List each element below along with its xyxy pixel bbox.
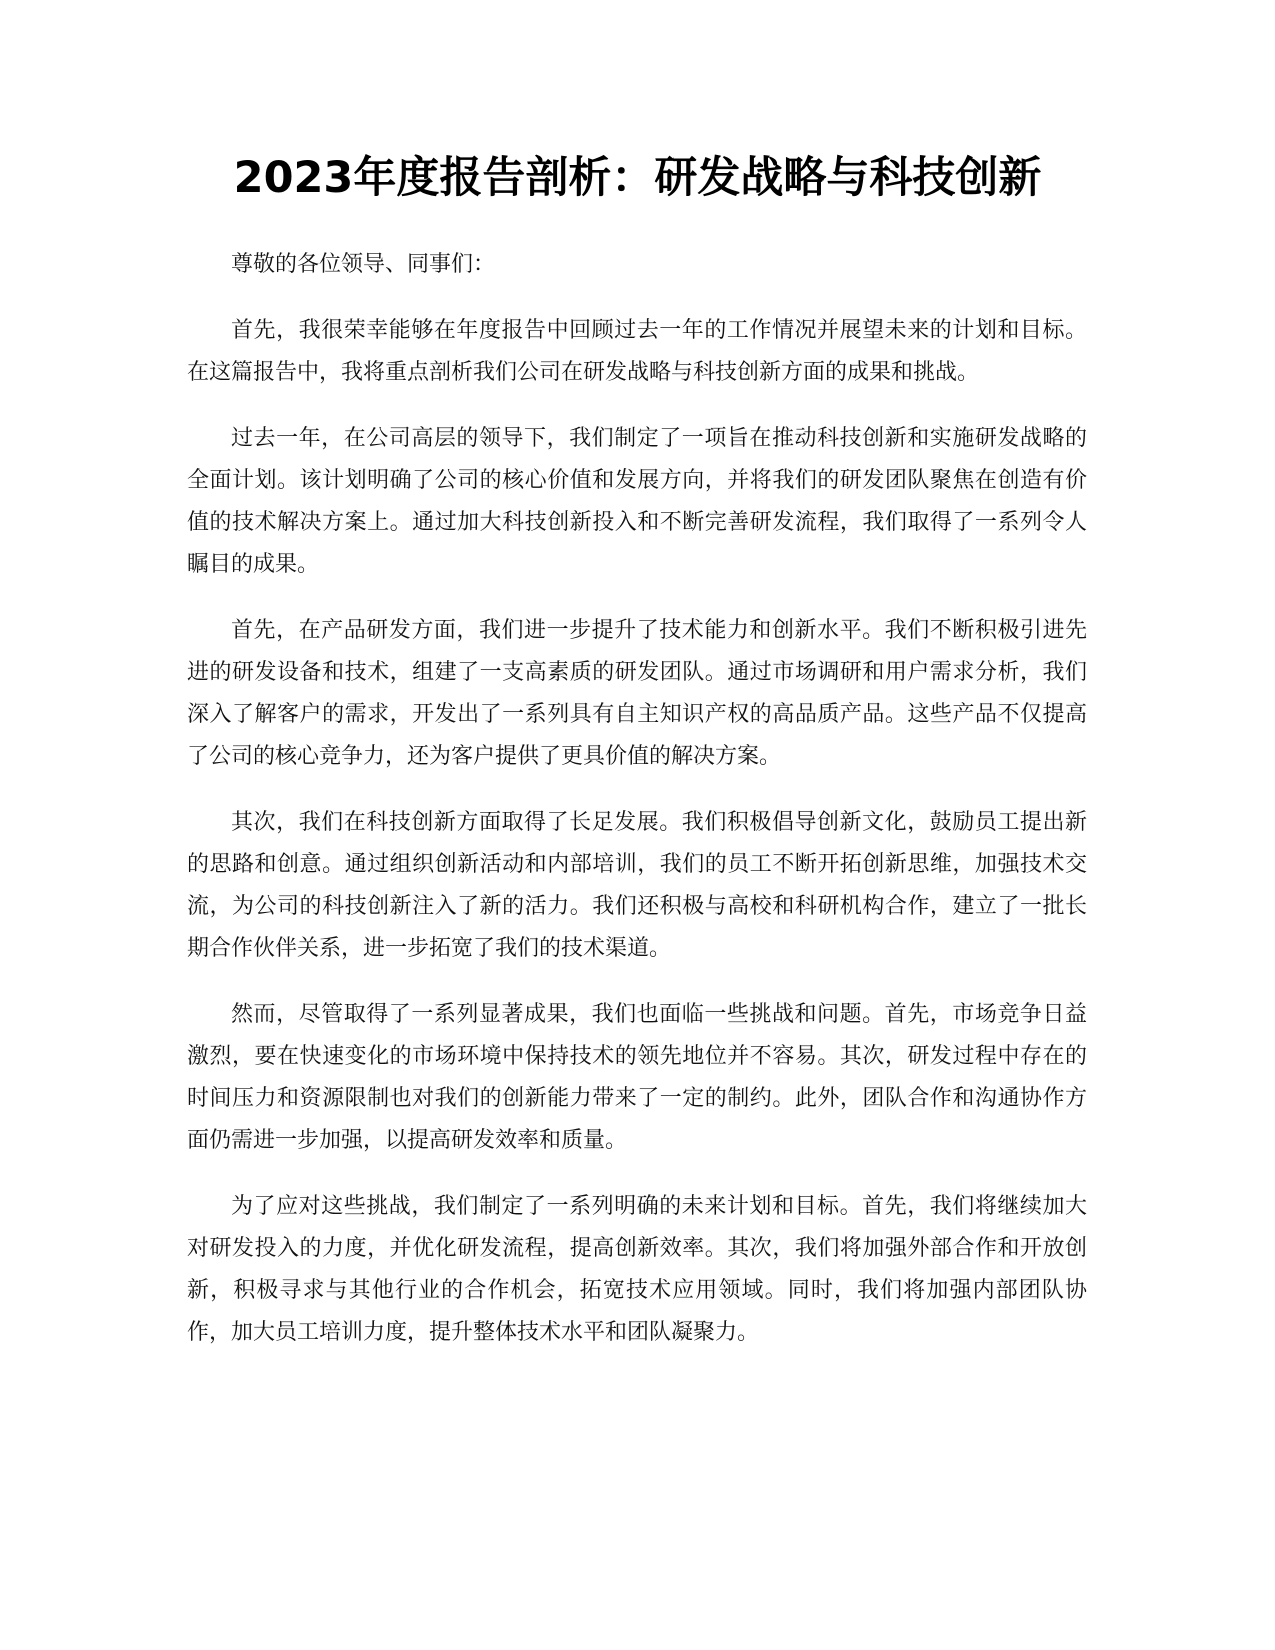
paragraph-challenges: 然而，尽管取得了一系列显著成果，我们也面临一些挑战和问题。首先，市场竞争日益激烈，要在快速变化的市场环境中保持技术的领先地位并不容易。其次，研发过程中存在的时间压力和资源限制也对我们的创新能力带来了一定的制约。此外，团队合作和沟通协作方面仍需进一步加强，以提高研发效率和质量。 xyxy=(187,1002,1087,1153)
document-title: 2023年度报告剖析：研发战略与科技创新 xyxy=(233,153,1042,203)
greeting-line: 尊敬的各位领导、同事们： xyxy=(231,252,496,277)
paragraph-innovation: 其次，我们在科技创新方面取得了长足发展。我们积极倡导创新文化，鼓励员工提出新的思路和创意。通过组织创新活动和内部培训，我们的员工不断开拓创新思维，加强技术交流，为公司的科技创新注入了新的活力。我们还积极与高校和科研机构合作，建立了一批长期合作伙伴关系，进一步拓宽了我们的技术渠道。 xyxy=(187,810,1087,961)
paragraph-plan: 过去一年，在公司高层的领导下，我们制定了一项旨在推动科技创新和实施研发战略的全面计划。该计划明确了公司的核心价值和发展方向，并将我们的研发团队聚焦在创造有价值的技术解决方案上。通过加大科技创新投入和不断完善研发流程，我们取得了一系列令人瞩目的成果。 xyxy=(187,426,1087,577)
paragraph-intro: 首先，我很荣幸能够在年度报告中回顾过去一年的工作情况并展望未来的计划和目标。在这篇报告中，我将重点剖析我们公司在研发战略与科技创新方面的成果和挑战。 xyxy=(187,318,1087,385)
document-body xyxy=(187,244,1087,1378)
paragraph-product-rd: 首先，在产品研发方面，我们进一步提升了技术能力和创新水平。我们不断积极引进先进的研发设备和技术，组建了一支高素质的研发团队。通过市场调研和用户需求分析，我们深入了解客户的需求，开发出了一系列具有自主知识产权的高品质产品。这些产品不仅提高了公司的核心竞争力，还为客户提供了更具价值的解决方案。 xyxy=(187,618,1087,769)
paragraph-future-plans: 为了应对这些挑战，我们制定了一系列明确的未来计划和目标。首先，我们将继续加大对研发投入的力度，并优化研发流程，提高创新效率。其次，我们将加强外部合作和开放创新，积极寻求与其他行业的合作机会，拓宽技术应用领域。同时，我们将加强内部团队协作，加大员工培训力度，提升整体技术水平和团队凝聚力。 xyxy=(187,1194,1087,1345)
